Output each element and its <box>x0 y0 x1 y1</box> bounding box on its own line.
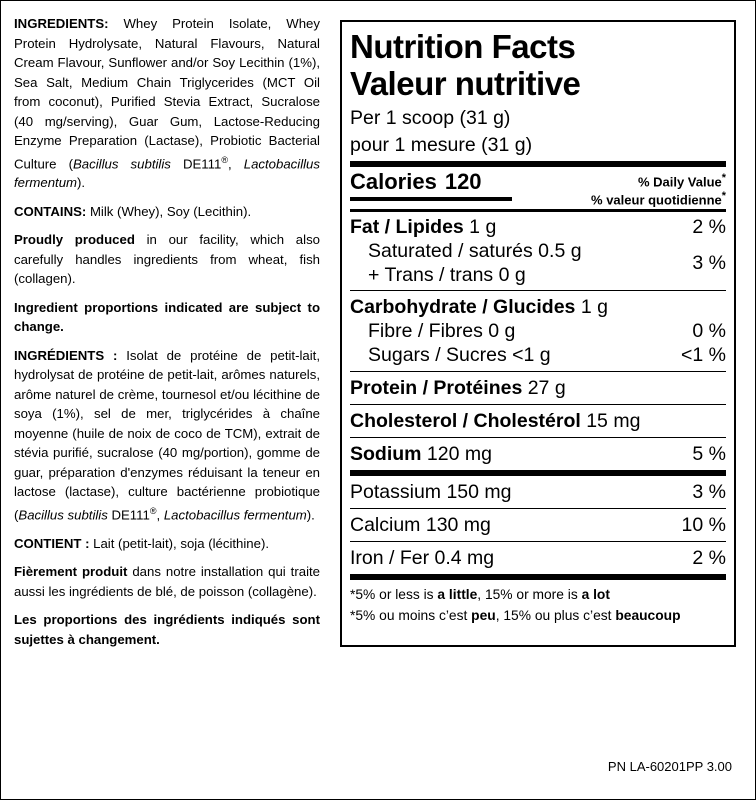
potassium-pct: 3 % <box>692 481 726 503</box>
fat-value: 1 g <box>463 216 497 238</box>
part-number: PN LA-60201PP 3.00 <box>607 759 732 774</box>
proudly-en: Proudly produced in our facility, which also carefully handles ingredients from wheat, fish (collagen). <box>14 232 320 287</box>
sat-trans-pct: 3 % <box>692 252 726 274</box>
footnote <box>350 580 726 626</box>
calories-label: Calories <box>350 169 437 194</box>
footnote-en: *5% or less is a little, 15% or more is a lot <box>350 587 610 602</box>
cholesterol-value: 15 mg <box>580 410 641 432</box>
fat-section <box>350 212 726 290</box>
sodium-pct: 5 % <box>692 443 726 465</box>
proportions-en: Ingredient proportions indicated are subject to change. <box>14 299 320 335</box>
serving-fr: pour 1 mesure (31 g) <box>350 134 533 156</box>
proudly-fr: Fièrement produit dans notre installation qui traite aussi les ingrédients de blé, de poisson (collagène). <box>14 564 320 599</box>
carb-section <box>350 291 726 371</box>
protein-label: Protein / Protéines <box>350 377 523 399</box>
iron-row <box>350 542 726 574</box>
fibre-pct: 0 % <box>692 320 726 342</box>
fat-pct: 2 % <box>692 216 726 238</box>
carb-value: 1 g <box>575 296 608 318</box>
fibre-label: Fibre / Fibres 0 g <box>368 320 516 342</box>
fat-label: Fat / Lipides <box>350 216 464 238</box>
sodium-row <box>350 438 726 470</box>
nutrition-title-fr: Valeur nutritive <box>350 65 581 102</box>
footnote-fr: *5% ou moins c’est peu, 15% ou plus c’est beaucoup <box>350 608 681 623</box>
proportions-fr: Les proportions des ingrédients indiqués sont sujettes à changement. <box>14 612 320 647</box>
contains-fr: CONTIENT : Lait (petit-lait), soja (lécithine). <box>14 535 270 551</box>
potassium-row <box>350 476 726 508</box>
calcium-row <box>350 509 726 541</box>
sugars-label: Sugars / Sucres <1 g <box>368 344 551 366</box>
ingredients-en: INGREDIENTS: Whey Protein Isolate, Whey Protein Hydrolysate, Natural Flavours, Natural Cream Flavour, Sunflower and/or Soy Lecithin (1%), Sea Salt, Medium Chain Triglycerides (MCT Oil from coconut), Purified Stevia Extract, Sucralose (40 mg/serving), Guar Gum, Lactose-Reducing Enzyme Preparation (Lactase), Probiotic Bacterial Culture (Bacillus subtilis DE111®, Lactobacillus fermentum). <box>14 16 320 191</box>
calcium-pct: 10 % <box>681 514 726 536</box>
contains-en: CONTAINS: Milk (Whey), Soy (Lecithin). <box>14 203 252 219</box>
calories-row <box>350 167 726 209</box>
saturated-row: Saturated / saturés 0.5 g <box>368 240 582 262</box>
iron-label: Iron / Fer 0.4 mg <box>350 547 495 569</box>
protein-row <box>350 372 726 404</box>
nutrition-facts-panel <box>340 20 736 647</box>
serving-en: Per 1 scoop (31 g) <box>350 107 511 129</box>
nutrition-title-en: Nutrition Facts <box>350 28 576 65</box>
calories-value: 120 <box>444 169 482 194</box>
serving-size <box>350 105 726 159</box>
calories-underline <box>350 197 512 201</box>
carb-label: Carbohydrate / Glucides <box>350 296 576 318</box>
sodium-label: Sodium <box>350 443 422 465</box>
calcium-label: Calcium 130 mg <box>350 514 491 536</box>
daily-value-header: % Daily Value* % valeur quotidienne* <box>591 172 726 208</box>
cholesterol-row <box>350 405 726 437</box>
protein-value: 27 g <box>522 377 566 399</box>
trans-row: + Trans / trans 0 g <box>368 264 526 286</box>
iron-pct: 2 % <box>692 547 726 569</box>
ingredients-fr: INGRÉDIENTS : Isolat de protéine de petit-lait, hydrolysat de protéine de petit-lait, arômes naturels, arôme naturel de crème, tournesol et/ou lécithine de soya (1%), sel de mer, triglycérides à chaîne moyenne (huile de noix de coco de TCM), extrait de stévia purifié, sucralose (40 mg/portion), gomme de guar, préparation d'enzymes réduisant la teneur en lactose (lactase), culture bactérienne probiotique (Bacillus subtilis DE111®, Lactobacillus fermentum). <box>14 347 320 523</box>
sugars-pct: <1 % <box>681 344 726 366</box>
cholesterol-label: Cholesterol / Cholestérol <box>350 410 581 432</box>
ingredients-column <box>14 14 320 658</box>
sodium-value: 120 mg <box>421 443 492 465</box>
potassium-label: Potassium 150 mg <box>350 481 512 503</box>
